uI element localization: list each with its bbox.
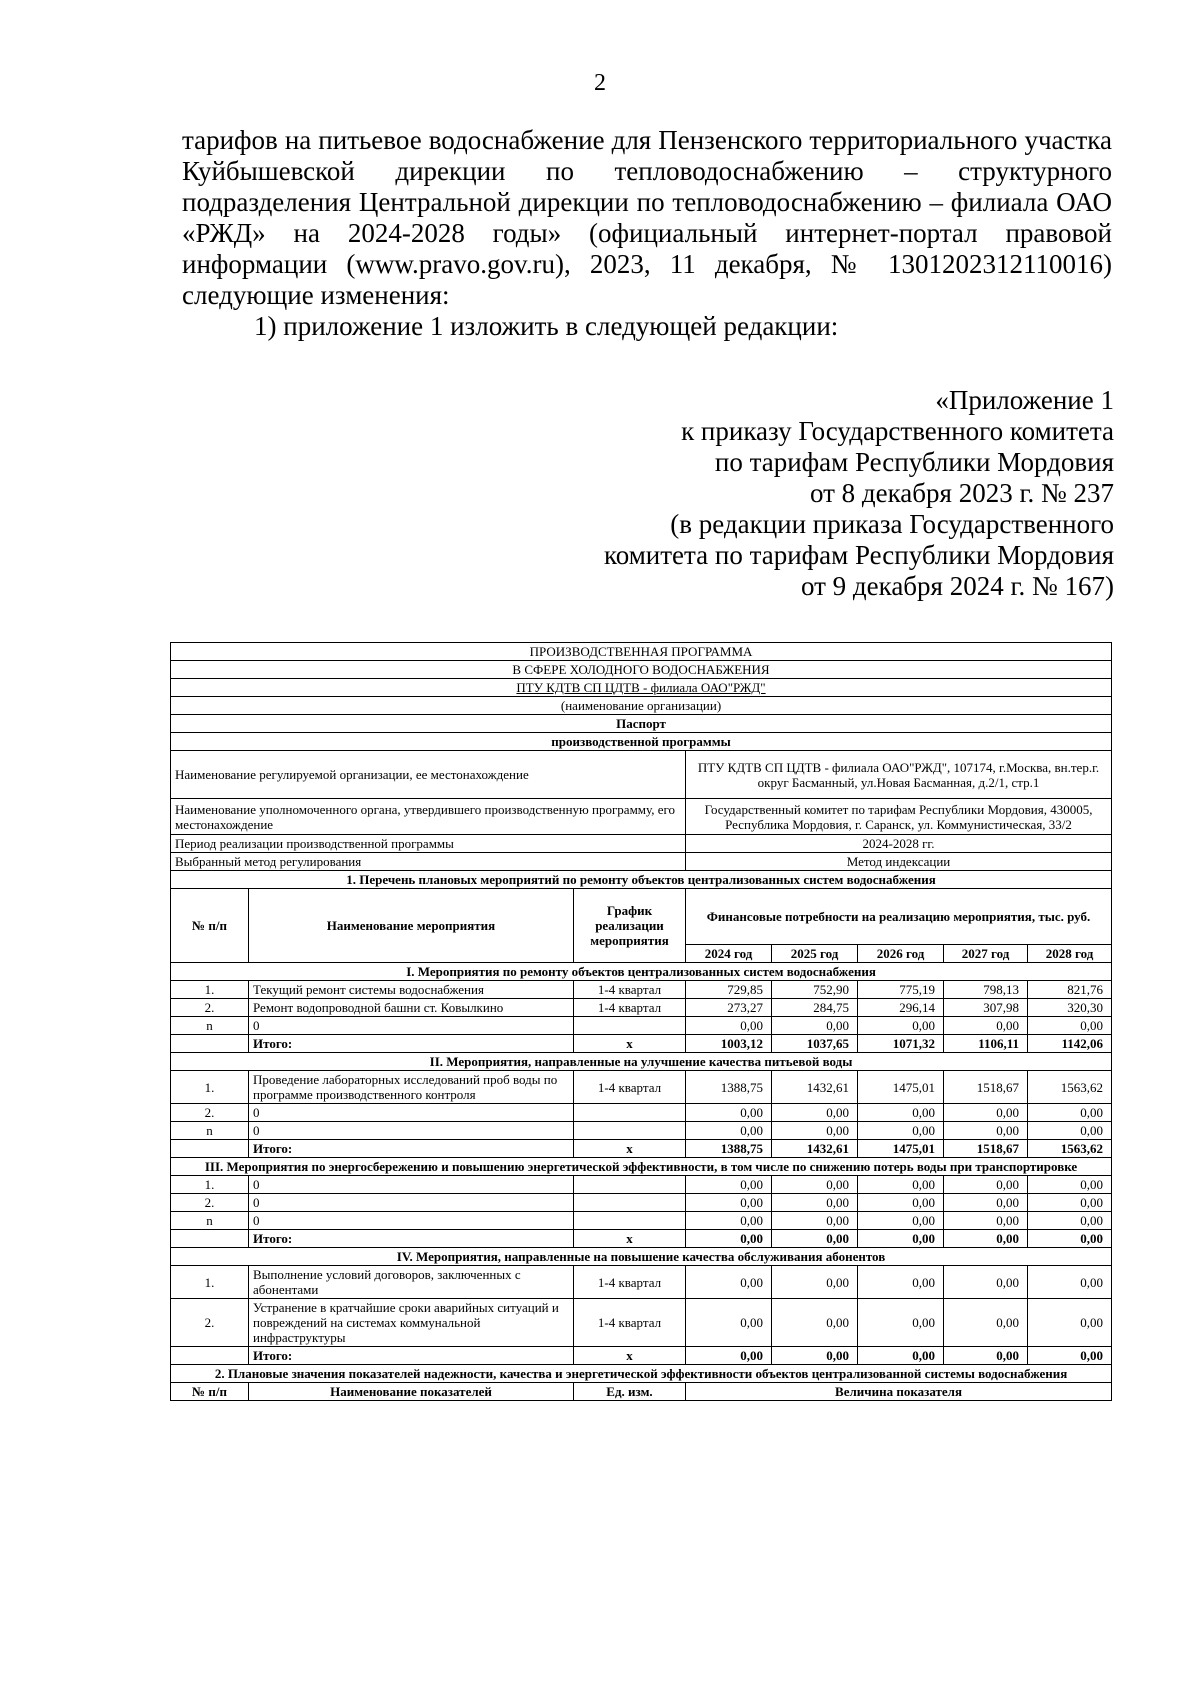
table-row [171,1299,1112,1347]
row-value: 0,00 [1028,1212,1112,1230]
row-name: Устранение в кратчайшие сроки аварийных ситуаций и повреждений на системах коммунальной инфраструктуры [249,1299,574,1347]
total-value: 1106,11 [944,1035,1028,1053]
total-number [171,1230,249,1248]
row-value: 0,00 [772,1212,858,1230]
appendix-line: (в редакции приказа Государственного [670,509,1114,539]
total-value: 1432,61 [772,1140,858,1158]
row-value: 1388,75 [686,1071,772,1104]
table-row [171,1266,1112,1299]
row-name: Проведение лабораторных исследований проб воды по программе производственного контроля [249,1071,574,1104]
row-value: 0,00 [1028,1017,1112,1035]
row-name: 0 [249,1017,574,1035]
total-value: 1003,12 [686,1035,772,1053]
row-value: 0,00 [944,1122,1028,1140]
row-name: 0 [249,1194,574,1212]
row-schedule [574,1194,686,1212]
group-title-row [171,1053,1112,1071]
row-schedule: 1-4 квартал [574,1266,686,1299]
row-value: 0,00 [858,1017,944,1035]
header-year: 2027 год [944,945,1028,963]
row-value: 752,90 [772,981,858,999]
appendix-header [514,385,1114,602]
total-value: 1563,62 [1028,1140,1112,1158]
group-title: IV. Мероприятия, направленные на повышение качества обслуживания абонентов [171,1248,1112,1266]
header-num: № п/п [171,889,249,963]
total-schedule: х [574,1035,686,1053]
row-name: Текущий ремонт системы водоснабжения [249,981,574,999]
group-title-row [171,1158,1112,1176]
row-value: 0,00 [686,1104,772,1122]
row-value: 0,00 [686,1122,772,1140]
total-value: 0,00 [772,1347,858,1365]
appendix-line: от 9 декабря 2024 г. № 167) [800,571,1114,601]
header-finance: Финансовые потребности на реализацию мероприятия, тыс. руб. [686,889,1112,945]
total-row [171,1140,1112,1158]
total-row [171,1347,1112,1365]
row-value: 0,00 [944,1104,1028,1122]
row-name: 0 [249,1176,574,1194]
section2-header-value: Величина показателя [686,1383,1112,1401]
row-value: 0,00 [1028,1194,1112,1212]
organization-caption: (наименование организации) [171,697,1112,715]
row-name: 0 [249,1122,574,1140]
total-label: Итого: [249,1140,574,1158]
section2-header-unit: Ед. изм. [574,1383,686,1401]
section1-title: 1. Перечень плановых мероприятий по ремонту объектов централизованных систем водоснабжения [171,871,1112,889]
total-value: 0,00 [944,1230,1028,1248]
row-number: 1. [171,1176,249,1194]
header-year: 2024 год [686,945,772,963]
row-value: 0,00 [772,1122,858,1140]
total-value: 1071,32 [858,1035,944,1053]
row-value: 0,00 [1028,1266,1112,1299]
appendix-line: по тарифам Республики Мордовия [714,447,1114,477]
row-value: 0,00 [858,1266,944,1299]
total-value: 0,00 [772,1230,858,1248]
table-row [171,1122,1112,1140]
group-title: III. Мероприятия по энергосбережению и повышению энергетической эффективности, в том числе по снижению потерь воды при транспортировке [171,1158,1112,1176]
row-value: 0,00 [1028,1299,1112,1347]
header-row [171,889,1112,945]
row-schedule [574,1122,686,1140]
row-number: n [171,1122,249,1140]
row-name: Выполнение условий договоров, заключенных с абонентами [249,1266,574,1299]
appendix-line: к приказу Государственного комитета [681,416,1114,446]
table-row [171,981,1112,999]
header-name: Наименование мероприятия [249,889,574,963]
intro-paragraph: тарифов на питьевое водоснабжение для Пензенского территориального участка Куйбышевской дирекции по тепловодоснабжению – структурного подразделения Центральной дирекции по тепловодоснабжению – филиала ОАО «РЖД» на 2024-2028 годы» (официальный интернет-портал правовой информации (www.pravo.gov.ru), 2023, 11 декабря, № 1301202312110016) следующие изменения: [182,125,1112,310]
total-value: 1475,01 [858,1140,944,1158]
section2-title: 2. Плановые значения показателей надежности, качества и энергетической эффективности объектов централизованной системы водоснабжения [171,1365,1112,1383]
row-number: 1. [171,1266,249,1299]
row-value: 0,00 [944,1299,1028,1347]
row-schedule: 1-4 квартал [574,981,686,999]
total-schedule: х [574,1347,686,1365]
header-year: 2025 год [772,945,858,963]
production-program-table [170,642,1112,1401]
table-title-row [171,643,1112,661]
header-year: 2028 год [1028,945,1112,963]
info-row [171,799,1112,835]
total-number [171,1347,249,1365]
row-value: 0,00 [858,1299,944,1347]
row-value: 320,30 [1028,999,1112,1017]
total-row [171,1035,1112,1053]
info-label: Наименование регулируемой организации, ее местонахождение [171,751,686,799]
row-value: 307,98 [944,999,1028,1017]
table-row [171,1104,1112,1122]
row-value: 0,00 [686,1017,772,1035]
table-title: ПРОИЗВОДСТВЕННАЯ ПРОГРАММА [171,643,1112,661]
organization-name: ПТУ КДТВ СП ЦДТВ - филиала ОАО"РЖД" [171,679,1112,697]
row-number: 2. [171,1299,249,1347]
total-value: 1388,75 [686,1140,772,1158]
appendix-line: «Приложение 1 [935,385,1114,415]
row-value: 0,00 [772,1194,858,1212]
total-label: Итого: [249,1230,574,1248]
row-number: 2. [171,999,249,1017]
row-number: n [171,1017,249,1035]
row-number: 1. [171,981,249,999]
row-value: 0,00 [858,1194,944,1212]
row-value: 0,00 [772,1299,858,1347]
row-schedule [574,1176,686,1194]
row-value: 273,27 [686,999,772,1017]
row-value: 0,00 [772,1176,858,1194]
group-title-row [171,963,1112,981]
row-number: 1. [171,1071,249,1104]
row-name: 0 [249,1212,574,1230]
table-row [171,999,1112,1017]
passport-sub-row [171,733,1112,751]
info-label: Наименование уполномоченного органа, утвердившего производственную программу, его местонахождение [171,799,686,835]
total-number [171,1035,249,1053]
section2-title-row [171,1365,1112,1383]
org-caption-row [171,697,1112,715]
total-value: 1142,06 [1028,1035,1112,1053]
row-name: 0 [249,1104,574,1122]
info-row [171,751,1112,799]
info-row [171,853,1112,871]
passport-subtitle: производственной программы [171,733,1112,751]
group-title: II. Мероприятия, направленные на улучшение качества питьевой воды [171,1053,1112,1071]
row-value: 1432,61 [772,1071,858,1104]
total-value: 0,00 [686,1347,772,1365]
org-row [171,679,1112,697]
header-year: 2026 год [858,945,944,963]
intro-text [182,125,1112,342]
table-row [171,1212,1112,1230]
row-number: 2. [171,1194,249,1212]
info-value: 2024-2028 гг. [686,835,1112,853]
row-value: 0,00 [944,1017,1028,1035]
total-value: 1037,65 [772,1035,858,1053]
total-schedule: х [574,1140,686,1158]
row-value: 1518,67 [944,1071,1028,1104]
info-row [171,835,1112,853]
header-schedule: График реализации мероприятия [574,889,686,963]
row-name: Ремонт водопроводной башни ст. Ковылкино [249,999,574,1017]
row-value: 0,00 [944,1176,1028,1194]
row-value: 1475,01 [858,1071,944,1104]
row-value: 798,13 [944,981,1028,999]
section2-header-row [171,1383,1112,1401]
info-value: Метод индексации [686,853,1112,871]
passport-title: Паспорт [171,715,1112,733]
row-schedule [574,1212,686,1230]
row-value: 0,00 [686,1212,772,1230]
row-value: 0,00 [686,1266,772,1299]
passport-row [171,715,1112,733]
table-row [171,1017,1112,1035]
table-subtitle-row [171,661,1112,679]
row-value: 0,00 [772,1266,858,1299]
table-row [171,1194,1112,1212]
row-value: 821,76 [1028,981,1112,999]
total-schedule: х [574,1230,686,1248]
row-value: 0,00 [858,1212,944,1230]
total-value: 1518,67 [944,1140,1028,1158]
row-value: 0,00 [772,1017,858,1035]
intro-item-1: 1) приложение 1 изложить в следующей редакции: [254,311,839,341]
row-value: 0,00 [1028,1176,1112,1194]
total-number [171,1140,249,1158]
info-value: Государственный комитет по тарифам Республики Мордовия, 430005, Республика Мордовия, г. Саранск, ул. Коммунистическая, 33/2 [686,799,1112,835]
row-number: n [171,1212,249,1230]
row-schedule [574,1017,686,1035]
total-label: Итого: [249,1035,574,1053]
row-value: 0,00 [772,1104,858,1122]
total-value: 0,00 [858,1230,944,1248]
appendix-line: комитета по тарифам Республики Мордовия [603,540,1114,570]
section2-header-num: № п/п [171,1383,249,1401]
total-value: 0,00 [944,1347,1028,1365]
row-schedule: 1-4 квартал [574,1299,686,1347]
total-label: Итого: [249,1347,574,1365]
appendix-line: от 8 декабря 2023 г. № 237 [809,478,1114,508]
row-value: 0,00 [944,1212,1028,1230]
total-value: 0,00 [1028,1347,1112,1365]
info-label: Выбранный метод регулирования [171,853,686,871]
row-value: 0,00 [858,1176,944,1194]
row-value: 1563,62 [1028,1071,1112,1104]
row-number: 2. [171,1104,249,1122]
page-number: 2 [594,70,606,96]
row-value: 0,00 [858,1104,944,1122]
total-value: 0,00 [858,1347,944,1365]
row-value: 0,00 [686,1194,772,1212]
info-label: Период реализации производственной программы [171,835,686,853]
table-row [171,1071,1112,1104]
section2-header-name: Наименование показателей [249,1383,574,1401]
row-value: 729,85 [686,981,772,999]
row-value: 0,00 [944,1194,1028,1212]
info-value: ПТУ КДТВ СП ЦДТВ - филиала ОАО"РЖД", 107174, г.Москва, вн.тер.г. округ Басманный, ул.Новая Басманная, д.2/1, стр.1 [686,751,1112,799]
section1-title-row [171,871,1112,889]
row-schedule: 1-4 квартал [574,999,686,1017]
group-title-row [171,1248,1112,1266]
row-value: 0,00 [686,1176,772,1194]
total-row [171,1230,1112,1248]
row-value: 296,14 [858,999,944,1017]
table-row [171,1176,1112,1194]
row-value: 0,00 [944,1266,1028,1299]
row-value: 0,00 [1028,1122,1112,1140]
row-schedule [574,1104,686,1122]
row-value: 775,19 [858,981,944,999]
row-value: 284,75 [772,999,858,1017]
group-title: I. Мероприятия по ремонту объектов централизованных систем водоснабжения [171,963,1112,981]
total-value: 0,00 [1028,1230,1112,1248]
total-value: 0,00 [686,1230,772,1248]
row-value: 0,00 [1028,1104,1112,1122]
table-subtitle: В СФЕРЕ ХОЛОДНОГО ВОДОСНАБЖЕНИЯ [171,661,1112,679]
row-value: 0,00 [858,1122,944,1140]
row-schedule: 1-4 квартал [574,1071,686,1104]
row-value: 0,00 [686,1299,772,1347]
